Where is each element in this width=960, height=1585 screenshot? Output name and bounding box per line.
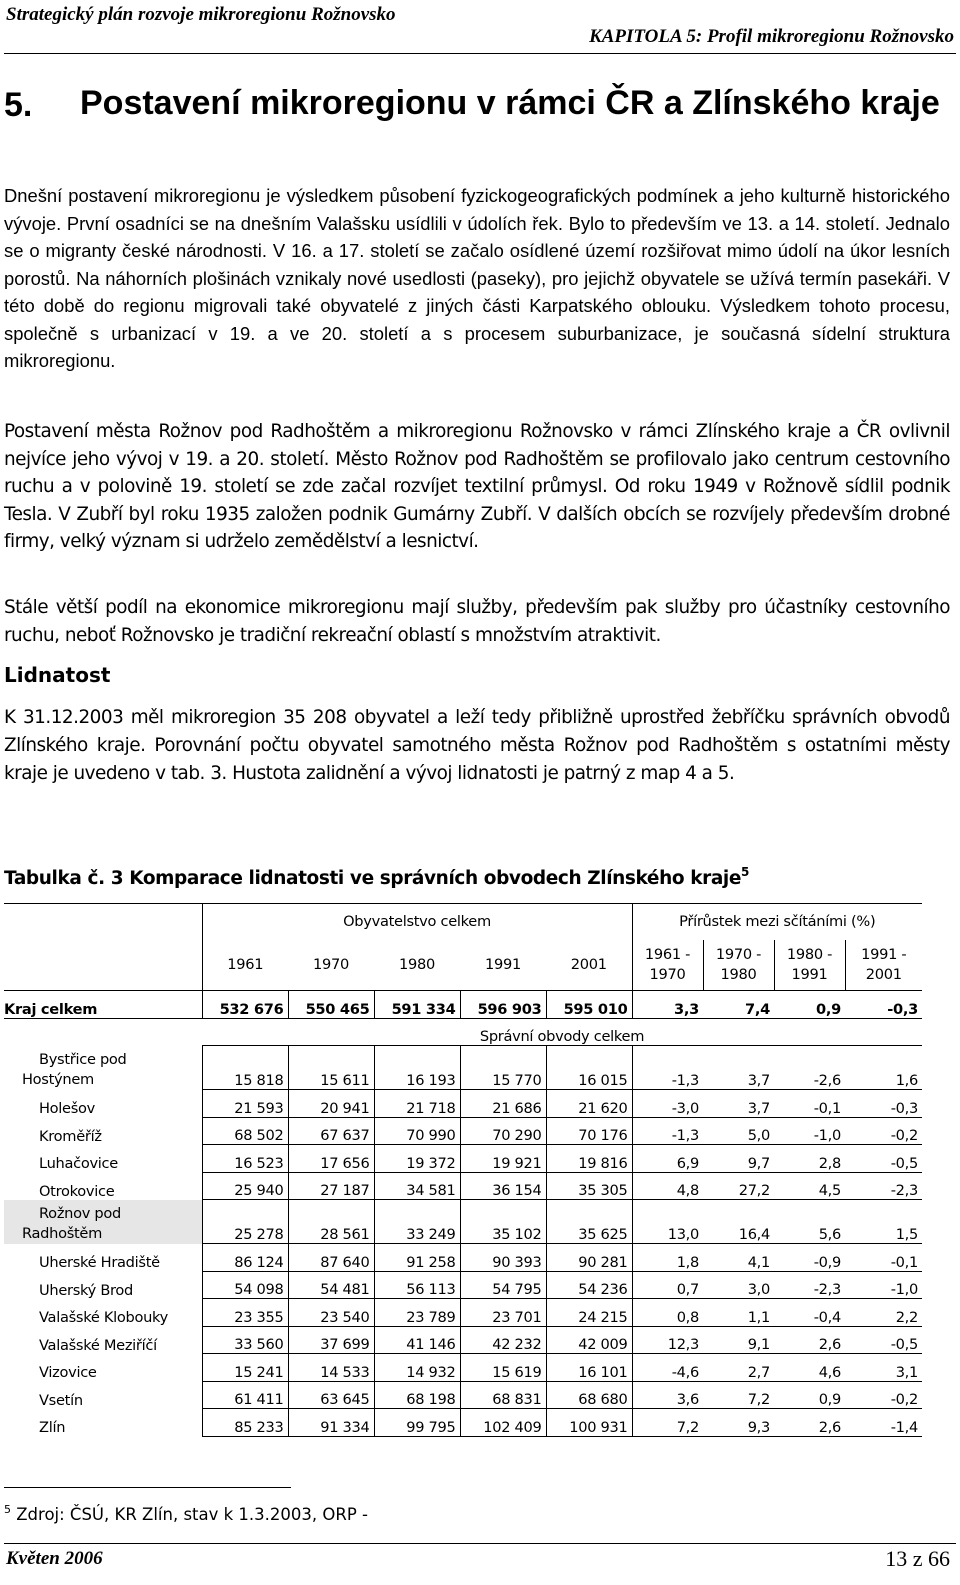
growth-cell: -0,2 <box>845 1117 922 1145</box>
growth-cell: -2,3 <box>845 1172 922 1200</box>
growth-cell: 27,2 <box>703 1172 774 1200</box>
footer-rule <box>4 1543 956 1544</box>
footer-date: Květen 2006 <box>6 1548 103 1569</box>
table-row <box>4 1117 922 1145</box>
growth-cell: -2,3 <box>774 1271 845 1299</box>
year-header: 1970 <box>288 940 374 991</box>
row-name <box>4 1200 202 1244</box>
row-name <box>4 1381 202 1409</box>
growth-cell: 1,5 <box>845 1200 922 1244</box>
subheading-row <box>4 1018 922 1046</box>
growth-cell: 4,5 <box>774 1172 845 1200</box>
growth-period-label: 1980 <box>720 965 757 983</box>
table-title <box>4 865 749 889</box>
table-title-text: Tabulka č. 3 Komparace lidnatosti ve správních obvodech Zlínského kraje <box>4 868 742 889</box>
pop-cell: 23 355 <box>202 1299 288 1327</box>
growth-cell: 16,4 <box>703 1200 774 1244</box>
pop-cell: 86 124 <box>202 1244 288 1272</box>
growth-cell: 9,1 <box>703 1326 774 1354</box>
pop-cell: 35 625 <box>546 1200 632 1244</box>
growth-cell: 2,8 <box>774 1145 845 1173</box>
header-rule <box>4 53 956 54</box>
pop-cell: 25 278 <box>202 1200 288 1244</box>
row-name <box>4 1354 202 1382</box>
row-name <box>4 1090 202 1118</box>
row-name <box>4 1145 202 1173</box>
pop-cell: 16 193 <box>374 1046 460 1090</box>
growth-cell: 2,6 <box>774 1326 845 1354</box>
row-name-line: Valašské Meziříčí <box>39 1336 157 1354</box>
pop-cell: 42 232 <box>460 1326 546 1354</box>
pop-cell: 15 770 <box>460 1046 546 1090</box>
header-document-title: Strategický plán rozvoje mikroregionu Rožnovsko <box>6 4 396 25</box>
pop-cell: 70 176 <box>546 1117 632 1145</box>
total-row <box>4 991 922 1019</box>
growth-cell: -0,1 <box>774 1090 845 1118</box>
pop-cell: 54 795 <box>460 1271 546 1299</box>
subheading-spacer <box>4 1018 202 1046</box>
table-row <box>4 1090 922 1118</box>
growth-cell: 12,3 <box>632 1326 703 1354</box>
table-row <box>4 1200 922 1244</box>
growth-cell: 2,6 <box>774 1409 845 1437</box>
pop-cell: 16 523 <box>202 1145 288 1173</box>
row-name <box>4 1244 202 1272</box>
footnote-rule <box>4 1487 291 1488</box>
pop-cell: 100 931 <box>546 1409 632 1437</box>
total-pop-cell: 596 903 <box>460 991 546 1019</box>
pop-cell: 54 098 <box>202 1271 288 1299</box>
total-pop-cell: 532 676 <box>202 991 288 1019</box>
growth-cell: 3,6 <box>632 1381 703 1409</box>
pop-cell: 16 101 <box>546 1354 632 1382</box>
section-heading: Lidnatost <box>4 663 111 687</box>
growth-period-label: 1970 <box>649 965 686 983</box>
row-name <box>4 1117 202 1145</box>
table-row <box>4 1381 922 1409</box>
growth-cell: -3,0 <box>632 1090 703 1118</box>
pop-cell: 21 718 <box>374 1090 460 1118</box>
pop-cell: 15 241 <box>202 1354 288 1382</box>
total-growth-cell: 3,3 <box>632 991 703 1019</box>
group-population-header: Obyvatelstvo celkem <box>202 904 632 940</box>
pop-cell: 56 113 <box>374 1271 460 1299</box>
growth-cell: 2,2 <box>845 1299 922 1327</box>
pop-cell: 90 281 <box>546 1244 632 1272</box>
pop-cell: 36 154 <box>460 1172 546 1200</box>
row-name <box>4 1271 202 1299</box>
growth-cell: -0,5 <box>845 1145 922 1173</box>
growth-cell: -0,2 <box>845 1381 922 1409</box>
growth-cell: -0,1 <box>845 1244 922 1272</box>
year-header: 2001 <box>546 940 632 991</box>
table-footnote-ref: 5 <box>741 865 749 879</box>
row-name-line: Kroměříž <box>39 1127 102 1145</box>
growth-cell: -0,5 <box>845 1326 922 1354</box>
pop-cell: 27 187 <box>288 1172 374 1200</box>
pop-cell: 20 941 <box>288 1090 374 1118</box>
pop-cell: 16 015 <box>546 1046 632 1090</box>
pop-cell: 14 533 <box>288 1354 374 1382</box>
growth-cell: 3,7 <box>703 1046 774 1090</box>
year-header: 1991 <box>460 940 546 991</box>
row-name <box>4 1172 202 1200</box>
pop-cell: 28 561 <box>288 1200 374 1244</box>
row-name-line: Vsetín <box>39 1391 83 1409</box>
pop-cell: 24 215 <box>546 1299 632 1327</box>
footnote-text: Zdroj: ČSÚ, KR Zlín, stav k 1.3.2003, ORP - <box>16 1505 368 1524</box>
growth-period-label: 1991 - <box>861 945 907 963</box>
growth-period-label: 1970 - <box>715 945 762 963</box>
pop-cell: 34 581 <box>374 1172 460 1200</box>
total-growth-cell: -0,3 <box>845 991 922 1019</box>
pop-cell: 70 990 <box>374 1117 460 1145</box>
row-name-line: Luhačovice <box>39 1155 118 1172</box>
row-name-line: Rožnov pod <box>39 1204 121 1222</box>
growth-cell: 6,9 <box>632 1145 703 1173</box>
pop-cell: 25 940 <box>202 1172 288 1200</box>
pop-cell: 19 921 <box>460 1145 546 1173</box>
row-name <box>4 1409 202 1437</box>
pop-cell: 91 334 <box>288 1409 374 1437</box>
pop-cell: 67 637 <box>288 1117 374 1145</box>
pop-cell: 14 932 <box>374 1354 460 1382</box>
pop-cell: 41 146 <box>374 1326 460 1354</box>
pop-cell: 68 680 <box>546 1381 632 1409</box>
subheading: Správní obvody celkem <box>479 1028 645 1045</box>
total-pop-cell: 591 334 <box>374 991 460 1019</box>
growth-cell: -0,3 <box>845 1090 922 1118</box>
paragraph-history: Dnešní postavení mikroregionu je výsledkem působení fyzickogeografických podmínek a jeho kulturně historického vývoje. První osadníci se na dnešním Valašsku usídlili v údolích řek. Bylo to především ve 13. a 14. století. Jednalo se o migranty české národnosti. V 16. a 17. století se začalo osídlené území rozšiřovat mimo údolí na úkor lesních porostů. Na náhorních plošinách vznikaly nové usedlosti (paseky), pro jejichž obyvatele se užívá termín pasekáři. V této době do regionu migrovali také obyvatelé z jiných části Karpatského oblouku. Výsledkem tohoto procesu, společně s urbanizací v 19. a ve 20. století a s procesem suburbanizace, je současná sídelní struktura mikroregionu. <box>4 185 950 371</box>
pop-cell: 37 699 <box>288 1326 374 1354</box>
growth-cell: 3,0 <box>703 1271 774 1299</box>
pop-cell: 35 305 <box>546 1172 632 1200</box>
pop-cell: 87 640 <box>288 1244 374 1272</box>
pop-cell: 68 831 <box>460 1381 546 1409</box>
table-row <box>4 1354 922 1382</box>
pop-cell: 54 481 <box>288 1271 374 1299</box>
table-row <box>4 1299 922 1327</box>
table-row <box>4 1326 922 1354</box>
population-table <box>4 903 922 1437</box>
pop-cell: 21 686 <box>460 1090 546 1118</box>
pop-cell: 19 816 <box>546 1145 632 1173</box>
growth-cell: 4,8 <box>632 1172 703 1200</box>
row-name-line: Valašské Klobouky <box>39 1309 169 1326</box>
growth-cell: 13,0 <box>632 1200 703 1244</box>
table-row <box>4 1145 922 1173</box>
pop-cell: 21 620 <box>546 1090 632 1118</box>
pop-cell: 17 656 <box>288 1145 374 1173</box>
pop-cell: 21 593 <box>202 1090 288 1118</box>
pop-cell: 23 701 <box>460 1299 546 1327</box>
growth-cell: -1,0 <box>845 1271 922 1299</box>
pop-cell: 23 540 <box>288 1299 374 1327</box>
pop-cell: 90 393 <box>460 1244 546 1272</box>
growth-cell: -0,4 <box>774 1299 845 1327</box>
pop-cell: 54 236 <box>546 1271 632 1299</box>
growth-period-label: 1991 <box>791 965 828 983</box>
table-row <box>4 1172 922 1200</box>
growth-cell: -1,4 <box>845 1409 922 1437</box>
growth-cell: 0,8 <box>632 1299 703 1327</box>
growth-period-header <box>703 940 774 991</box>
table-corner <box>4 904 202 940</box>
pop-cell: 42 009 <box>546 1326 632 1354</box>
row-name-line: Holešov <box>39 1100 96 1117</box>
growth-cell: 1,8 <box>632 1244 703 1272</box>
pop-cell: 15 611 <box>288 1046 374 1090</box>
growth-period-label: 2001 <box>865 965 902 983</box>
pop-cell: 35 102 <box>460 1200 546 1244</box>
pop-cell: 33 560 <box>202 1326 288 1354</box>
pop-cell: 19 372 <box>374 1145 460 1173</box>
total-pop-cell: 595 010 <box>546 991 632 1019</box>
total-row-name: Kraj celkem <box>4 991 202 1019</box>
growth-cell: -1,3 <box>632 1046 703 1090</box>
footer-page-number: 13 z 66 <box>885 1546 950 1571</box>
row-name-line: Uherský Brod <box>39 1281 134 1299</box>
pop-cell: 33 249 <box>374 1200 460 1244</box>
total-growth-cell: 0,9 <box>774 991 845 1019</box>
growth-cell: 1,6 <box>845 1046 922 1090</box>
row-name-line: Radhoštěm <box>22 1224 103 1242</box>
table-row <box>4 1244 922 1272</box>
pop-cell: 68 198 <box>374 1381 460 1409</box>
growth-cell: -0,9 <box>774 1244 845 1272</box>
chapter-title: Postavení mikroregionu v rámci ČR a Zlínského kraje <box>80 84 940 122</box>
pop-cell: 15 619 <box>460 1354 546 1382</box>
growth-cell: 5,6 <box>774 1200 845 1244</box>
growth-period-label: 1980 - <box>786 945 833 963</box>
pop-cell: 23 789 <box>374 1299 460 1327</box>
pop-cell: 68 502 <box>202 1117 288 1145</box>
pop-cell: 85 233 <box>202 1409 288 1437</box>
year-header: 1980 <box>374 940 460 991</box>
growth-cell: 0,9 <box>774 1381 845 1409</box>
table-row <box>4 1046 922 1090</box>
footnote-number: 5 <box>4 1503 11 1516</box>
growth-cell: 3,1 <box>845 1354 922 1382</box>
growth-cell: -1,3 <box>632 1117 703 1145</box>
growth-period-header <box>845 940 922 991</box>
row-name <box>4 1046 202 1090</box>
growth-cell: -4,6 <box>632 1354 703 1382</box>
growth-period-header <box>632 940 703 991</box>
total-growth-cell: 7,4 <box>703 991 774 1019</box>
row-name-line: Uherské Hradiště <box>39 1254 160 1271</box>
growth-cell: -1,0 <box>774 1117 845 1145</box>
growth-period-header <box>774 940 845 991</box>
pop-cell: 99 795 <box>374 1409 460 1437</box>
growth-cell: 9,7 <box>703 1145 774 1173</box>
pop-cell: 91 258 <box>374 1244 460 1272</box>
pop-cell: 102 409 <box>460 1409 546 1437</box>
row-name-line: Bystřice pod <box>39 1050 127 1068</box>
growth-cell: 7,2 <box>703 1381 774 1409</box>
row-name-line: Hostýnem <box>22 1070 94 1088</box>
pop-cell: 61 411 <box>202 1381 288 1409</box>
growth-cell: 1,1 <box>703 1299 774 1327</box>
row-name <box>4 1326 202 1354</box>
growth-cell: 2,7 <box>703 1354 774 1382</box>
row-name-line: Vizovice <box>39 1364 97 1381</box>
pop-cell: 63 645 <box>288 1381 374 1409</box>
header-chapter-title: KAPITOLA 5: Profil mikroregionu Rožnovsko <box>589 26 954 47</box>
row-name-line: Zlín <box>39 1419 66 1436</box>
footnote <box>4 1503 368 1524</box>
row-name-line: Otrokovice <box>39 1182 115 1200</box>
pop-cell: 70 290 <box>460 1117 546 1145</box>
growth-cell: 3,7 <box>703 1090 774 1118</box>
growth-cell: 9,3 <box>703 1409 774 1437</box>
total-pop-cell: 550 465 <box>288 991 374 1019</box>
growth-cell: 4,1 <box>703 1244 774 1272</box>
year-header: 1961 <box>202 940 288 991</box>
paragraph-population: K 31.12.2003 měl mikroregion 35 208 obyvatel a leží tedy přibližně uprostřed žebříčku správních obvodů Zlínského kraje. Porovnání počtu obyvatel samotného města Rožnov pod Radhoštěm s ostatními městy kraje je uvedeno v tab. 3. Hustota zalidnění a vývoj lidnatosti je patrný z map 4 a 5. <box>4 707 950 784</box>
table-corner-lower <box>4 940 202 991</box>
table-row <box>4 1409 922 1437</box>
growth-cell: 4,6 <box>774 1354 845 1382</box>
growth-period-label: 1961 - <box>644 945 691 963</box>
chapter-number: 5. <box>4 86 33 124</box>
paragraph-position: Postavení města Rožnov pod Radhoštěm a mikroregionu Rožnovsko v rámci Zlínského kraje a ČR ovlivnil nejvíce jeho vývoj v 19. a 20. století. Město Rožnov pod Radhoštěm se profilovalo jako centrum cestovního ruchu a v polovině 19. století se zde začal rozvíjet textilní průmysl. Od roku 1949 v Rožnově sídlil podnik Tesla. V Zubří byl roku 1935 založen podnik Gumárny Zubří. V dalších obcích se rozvíjely především drobné firmy, velký význam si udrželo zemědělství a lesnictví. <box>4 421 950 552</box>
growth-cell: 7,2 <box>632 1409 703 1437</box>
row-name <box>4 1299 202 1327</box>
growth-cell: -2,6 <box>774 1046 845 1090</box>
growth-cell: 0,7 <box>632 1271 703 1299</box>
table-row <box>4 1271 922 1299</box>
pop-cell: 15 818 <box>202 1046 288 1090</box>
group-growth-header: Přírůstek mezi sčítáními (%) <box>632 904 922 940</box>
growth-cell: 5,0 <box>703 1117 774 1145</box>
paragraph-economy: Stále větší podíl na ekonomice mikroregionu mají služby, především pak služby pro účastníky cestovního ruchu, neboť Rožnovsko je tradiční rekreační oblastí s množstvím atraktivit. <box>4 597 950 646</box>
